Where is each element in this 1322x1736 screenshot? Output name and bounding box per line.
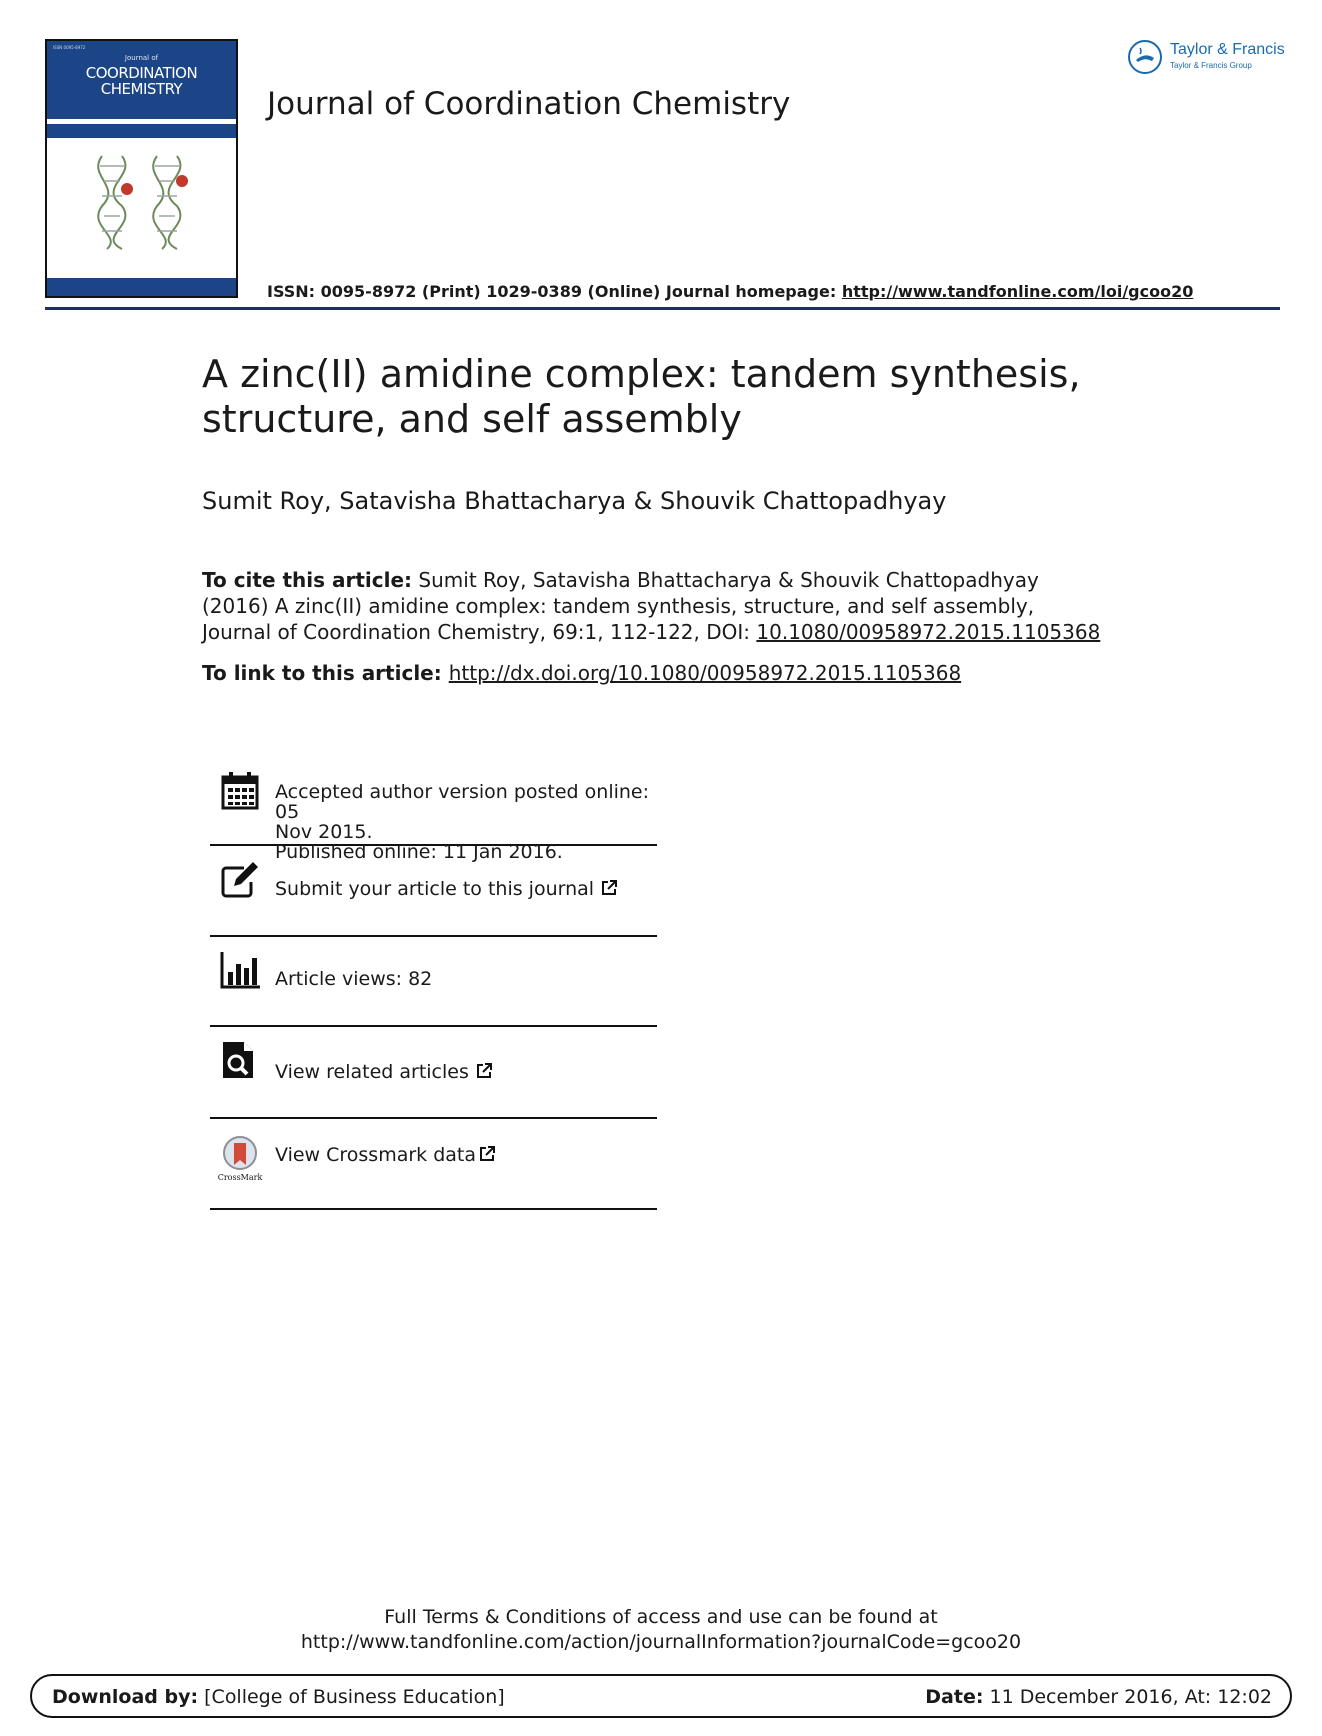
info-row-views bbox=[210, 937, 657, 1027]
cover-journal-of: Journal of bbox=[124, 54, 159, 62]
cover-title bbox=[47, 65, 236, 97]
download-info-bar bbox=[30, 1674, 1292, 1718]
publisher-group: Taylor & Francis Group bbox=[1170, 61, 1252, 70]
cover-editor-band bbox=[47, 124, 236, 138]
article-link-line bbox=[202, 661, 961, 685]
external-link-icon bbox=[475, 1062, 493, 1080]
crossmark-data-link[interactable] bbox=[275, 1145, 496, 1165]
info-row-related[interactable] bbox=[210, 1027, 657, 1119]
taylor-francis-logo[interactable] bbox=[1128, 38, 1288, 78]
terms-line1: Full Terms & Conditions of access and use can be found at bbox=[384, 1606, 938, 1628]
issn-text: ISSN: 0095-8972 (Print) 1029-0389 (Online) Journal homepage: bbox=[267, 282, 842, 301]
download-label: Download by: bbox=[52, 1686, 199, 1708]
issn-line bbox=[267, 282, 1193, 301]
cover-publisher-band bbox=[47, 278, 236, 296]
publisher-name: Taylor & Francis bbox=[1170, 41, 1285, 58]
cite-text: Sumit Roy, Satavisha Bhattacharya & Shouvik Chattopadhyay (2016) A zinc(II) amidine complex: tandem synthesis, structure, and self assembly, Journal of Coordination Chemistry, 69:1, 112-122, DOI: bbox=[202, 568, 1039, 644]
crossmark-icon bbox=[217, 1135, 263, 1182]
document-search-icon bbox=[220, 1040, 260, 1080]
crossmark-text: View Crossmark data bbox=[275, 1144, 477, 1166]
date-value: 11 December 2016, At: 12:02 bbox=[983, 1686, 1272, 1708]
article-info-list bbox=[210, 758, 657, 1210]
journal-title: Journal of Coordination Chemistry bbox=[267, 86, 791, 122]
journal-homepage-link[interactable]: http://www.tandfonline.com/loi/gcoo20 bbox=[841, 282, 1194, 301]
link-label: To link to this article: bbox=[202, 661, 449, 685]
related-text: View related articles bbox=[275, 1061, 469, 1083]
article-authors: Sumit Roy, Satavisha Bhattacharya & Shouvik Chattopadhyay bbox=[202, 487, 947, 515]
article-title-line1: A zinc(II) amidine complex: tandem synthesis, bbox=[202, 352, 1081, 396]
cover-title-line2: CHEMISTRY bbox=[100, 80, 183, 98]
crossmark-logo-text: CrossMark bbox=[217, 1173, 263, 1182]
article-doi-link[interactable]: http://dx.doi.org/10.1080/00958972.2015.1105368 bbox=[448, 661, 962, 685]
article-title bbox=[202, 352, 1102, 442]
bar-chart-icon bbox=[220, 950, 260, 990]
cover-title-line1: COORDINATION bbox=[85, 64, 198, 82]
journal-cover-image bbox=[45, 39, 238, 298]
info-row-crossmark[interactable] bbox=[210, 1119, 657, 1210]
header-rule bbox=[45, 307, 1280, 310]
external-link-icon bbox=[600, 879, 618, 897]
download-by bbox=[52, 1686, 505, 1708]
info-row-dates bbox=[210, 758, 657, 863]
published-online: Published online: 11 Jan 2016. bbox=[275, 841, 563, 863]
calendar-icon bbox=[220, 770, 260, 810]
cover-issn: ISSN 0095-8972 bbox=[53, 45, 86, 50]
cover-molecule-illustration bbox=[82, 151, 202, 251]
related-articles-link[interactable] bbox=[275, 1062, 493, 1082]
cite-label: To cite this article: bbox=[202, 568, 413, 592]
cover-title-band bbox=[47, 41, 236, 119]
submit-text: Submit your article to this journal bbox=[275, 878, 595, 900]
cite-doi-link[interactable]: 10.1080/00958972.2015.1105368 bbox=[756, 620, 1101, 644]
accepted-line2: Nov 2015. bbox=[275, 821, 373, 843]
submit-article-link[interactable] bbox=[275, 879, 618, 899]
tf-lamp-icon bbox=[1128, 40, 1162, 74]
accepted-line1: Accepted author version posted online: 05 bbox=[275, 781, 650, 823]
date-label: Date: bbox=[925, 1686, 984, 1708]
edit-pencil-icon bbox=[220, 860, 260, 900]
terms-and-conditions bbox=[0, 1605, 1322, 1655]
info-row-submit[interactable] bbox=[210, 846, 657, 937]
external-link-icon bbox=[478, 1145, 496, 1163]
terms-url[interactable]: http://www.tandfonline.com/action/journalInformation?journalCode=gcoo20 bbox=[300, 1631, 1022, 1653]
article-views: Article views: 82 bbox=[275, 968, 433, 990]
download-value: [College of Business Education] bbox=[198, 1686, 505, 1708]
article-title-line2: structure, and self assembly bbox=[202, 397, 742, 441]
citation-block bbox=[202, 567, 1102, 645]
download-date bbox=[925, 1686, 1272, 1708]
